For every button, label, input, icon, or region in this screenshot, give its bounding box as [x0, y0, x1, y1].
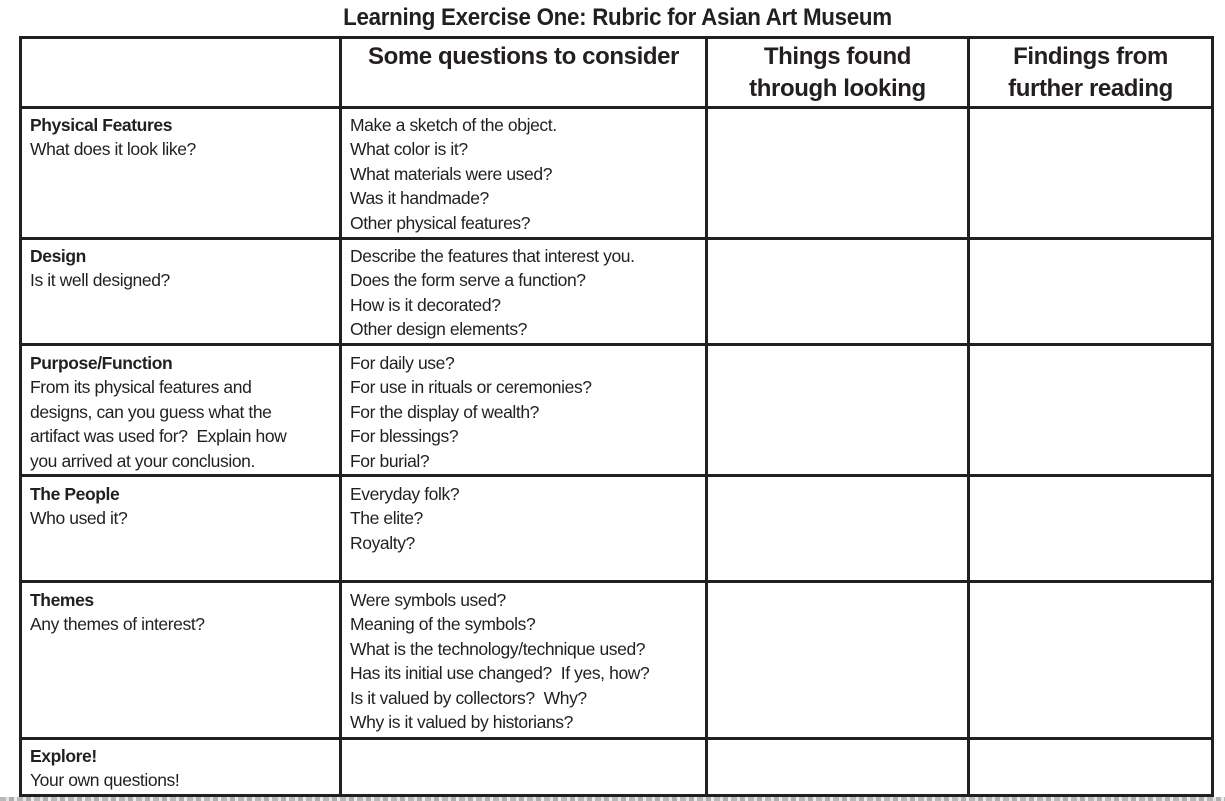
- category-description: Who used it?: [30, 508, 128, 529]
- table-row-physical-features-questions: [350, 113, 702, 237]
- reading-cell-themes[interactable]: [970, 583, 1211, 737]
- category-description: Is it well designed?: [30, 270, 170, 291]
- table-row-the-people-label: [30, 482, 335, 580]
- questions-cell-explore[interactable]: [342, 740, 705, 794]
- table-row-themes-label: [30, 588, 335, 737]
- question-item: Other physical features?: [350, 212, 531, 233]
- header-looking-line-2: through looking: [749, 75, 926, 102]
- question-item: Describe the features that interest you.: [350, 246, 635, 266]
- question-item: For use in rituals or ceremonies?: [350, 377, 592, 398]
- question-item: Other design elements?: [350, 319, 528, 340]
- question-item: For daily use?: [350, 353, 455, 373]
- table-row-the-people-questions: [350, 482, 702, 580]
- looking-cell-explore[interactable]: [708, 740, 967, 794]
- reading-cell-physical-features[interactable]: [970, 109, 1211, 237]
- question-item: The elite?: [350, 508, 423, 529]
- table-row-purpose-function-label: [30, 351, 335, 474]
- question-item: How is it decorated?: [350, 294, 501, 315]
- header-reading: [970, 41, 1211, 106]
- question-item: Were symbols used?: [350, 590, 506, 610]
- category-title: Design: [30, 246, 86, 266]
- question-item: Everyday folk?: [350, 484, 460, 504]
- reading-cell-explore[interactable]: [970, 740, 1211, 794]
- category-title: Physical Features: [30, 115, 173, 135]
- looking-cell-physical-features[interactable]: [708, 109, 967, 237]
- reading-cell-purpose-function[interactable]: [970, 346, 1211, 474]
- category-title: Explore!: [30, 746, 97, 766]
- category-title: The People: [30, 484, 120, 504]
- question-item: Does the form serve a function?: [350, 270, 586, 291]
- category-description: Any themes of interest?: [30, 614, 205, 635]
- category-title: Themes: [30, 590, 94, 610]
- header-questions-line: Some questions to consider: [368, 43, 679, 70]
- category-description-line: designs, can you guess what the: [30, 401, 272, 422]
- table-row-explore-label: [30, 744, 335, 794]
- question-item: Make a sketch of the object.: [350, 115, 557, 135]
- looking-cell-design[interactable]: [708, 240, 967, 343]
- table-row-design-label: [30, 244, 335, 343]
- looking-cell-themes[interactable]: [708, 583, 967, 737]
- table-row-physical-features-label: [30, 113, 335, 237]
- question-item: Meaning of the symbols?: [350, 614, 536, 635]
- table-row-design-questions: [350, 244, 702, 343]
- category-description: What does it look like?: [30, 139, 196, 160]
- column-divider: [339, 36, 342, 797]
- document-title: Learning Exercise One: Rubric for Asian Art Museum: [343, 4, 892, 31]
- looking-cell-purpose-function[interactable]: [708, 346, 967, 474]
- question-item: What materials were used?: [350, 163, 553, 184]
- category-title: Purpose/Function: [30, 353, 173, 373]
- question-item: For blessings?: [350, 426, 459, 447]
- question-item: Is it valued by collectors? Why?: [350, 687, 587, 708]
- category-description-line: From its physical features and: [30, 377, 252, 398]
- looking-cell-the-people[interactable]: [708, 477, 967, 580]
- table-row-themes-questions: [350, 588, 705, 737]
- question-item: What color is it?: [350, 139, 468, 160]
- header-looking: [708, 41, 967, 106]
- question-item: For the display of wealth?: [350, 401, 540, 422]
- table-border-right: [1211, 36, 1214, 797]
- question-item: Has its initial use changed? If yes, how?: [350, 663, 650, 684]
- question-item: Why is it valued by historians?: [350, 712, 573, 733]
- category-description-line: artifact was used for? Explain how: [30, 426, 287, 447]
- question-item: What is the technology/technique used?: [350, 638, 646, 659]
- reading-cell-design[interactable]: [970, 240, 1211, 343]
- header-reading-line-2: further reading: [1008, 75, 1173, 102]
- header-looking-line-1: Things found: [763, 43, 912, 70]
- reading-cell-the-people[interactable]: [970, 477, 1211, 580]
- table-border-left: [19, 36, 22, 797]
- question-item: Was it handmade?: [350, 188, 489, 209]
- header-questions: [342, 41, 705, 106]
- category-description: Your own questions!: [30, 770, 180, 791]
- table-row-purpose-function-questions: [350, 351, 702, 474]
- question-item: Royalty?: [350, 532, 415, 553]
- cropped-text-strip: [0, 797, 1225, 801]
- header-reading-line-1: Findings from: [1013, 43, 1168, 70]
- header-blank: [22, 39, 339, 106]
- category-description-line: you arrived at your conclusion.: [30, 450, 255, 471]
- question-item: For burial?: [350, 450, 430, 471]
